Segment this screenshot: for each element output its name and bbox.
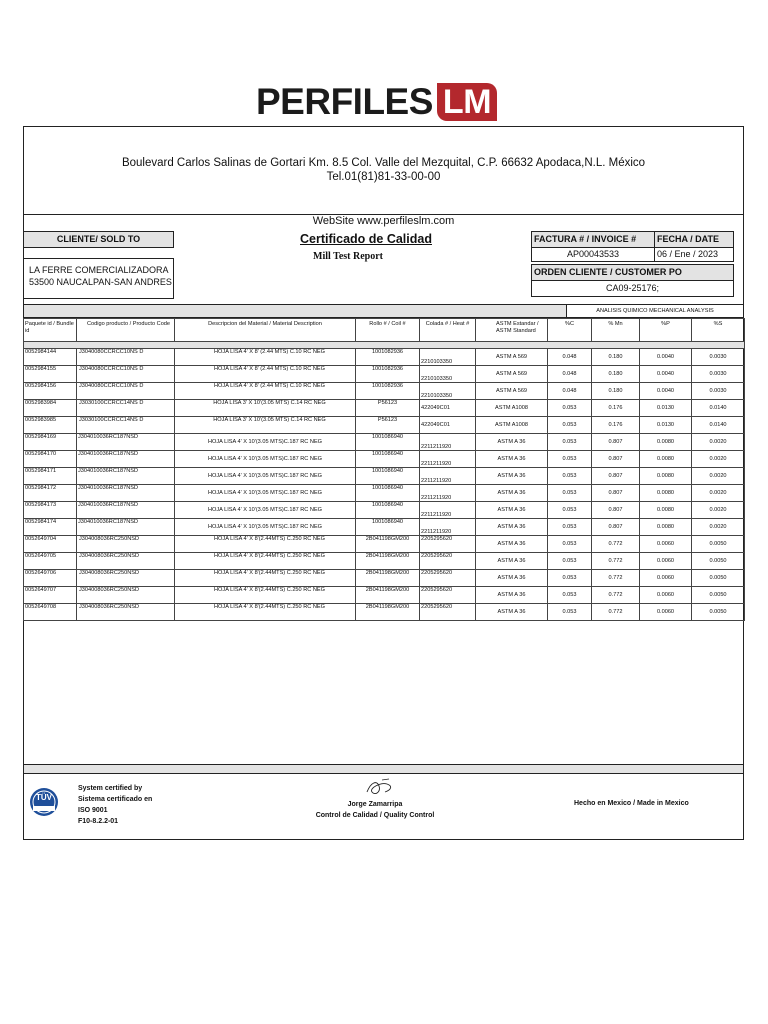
coil-cell: 1001086940 bbox=[356, 502, 420, 519]
phosphorus-cell: 0.0060 bbox=[640, 570, 692, 587]
client-box bbox=[23, 258, 174, 299]
signature-icon bbox=[363, 776, 397, 800]
heat-cell: 2210103350 bbox=[420, 349, 476, 366]
carbon-cell: 0.053 bbox=[548, 400, 592, 417]
phosphorus-cell: 0.0080 bbox=[640, 519, 692, 536]
table-row bbox=[24, 485, 745, 502]
bundle-id-cell: 0052984173 bbox=[24, 502, 77, 519]
coil-cell: 1001086940 bbox=[356, 468, 420, 485]
heat-cell: 422049C01 bbox=[420, 400, 476, 417]
sulfur-cell: 0.0140 bbox=[692, 417, 745, 434]
phosphorus-cell: 0.0080 bbox=[640, 451, 692, 468]
bundle-id-cell: 0052984174 bbox=[24, 519, 77, 536]
description-cell: HOJA LISA 4' X 8'(2.44MTS) C.250 RC NEG bbox=[175, 536, 356, 553]
company-address: Boulevard Carlos Salinas de Gortari Km. 8.5 Col. Valle del Mezquital, C.P. 66632 Apodaca,N.L. México bbox=[121, 157, 646, 169]
signer-role: Control de Calidad / Quality Control bbox=[315, 812, 435, 819]
heat-cell: 2211211920 bbox=[420, 502, 476, 519]
phosphorus-cell: 0.0060 bbox=[640, 604, 692, 621]
astm-cell: ASTM A 569 bbox=[476, 383, 548, 400]
bundle-id-cell: 0052984170 bbox=[24, 451, 77, 468]
phosphorus-cell: 0.0040 bbox=[640, 383, 692, 400]
analysis-label: ANALISIS QUIMICO MECHANICAL ANALYSIS bbox=[596, 308, 714, 314]
heat-cell: 2205295620 bbox=[420, 587, 476, 604]
description-cell: HOJA LISA 4' X 10'(3.05 MTS)C.187 RC NEG bbox=[175, 519, 356, 536]
carbon-cell: 0.053 bbox=[548, 519, 592, 536]
bundle-id-cell: 0052649708 bbox=[24, 604, 77, 621]
sulfur-cell: 0.0020 bbox=[692, 434, 745, 451]
product-code-cell: J304008036RC250NSD bbox=[77, 536, 175, 553]
astm-cell: ASTM A 36 bbox=[476, 502, 548, 519]
astm-cell: ASTM A1008 bbox=[476, 417, 548, 434]
heat-cell: 2210103350 bbox=[420, 366, 476, 383]
phosphorus-cell: 0.0040 bbox=[640, 349, 692, 366]
sulfur-cell: 0.0140 bbox=[692, 400, 745, 417]
invoice-value: AP00043533 bbox=[566, 249, 620, 259]
manganese-cell: 0.807 bbox=[592, 502, 640, 519]
table-row bbox=[24, 434, 745, 451]
manganese-cell: 0.807 bbox=[592, 468, 640, 485]
astm-cell: ASTM A 569 bbox=[476, 349, 548, 366]
carbon-cell: 0.053 bbox=[548, 502, 592, 519]
manganese-cell: 0.772 bbox=[592, 536, 640, 553]
description-cell: HOJA LISA 4' X 10'(3.05 MTS)C.187 RC NEG bbox=[175, 502, 356, 519]
astm-cell: ASTM A 36 bbox=[476, 570, 548, 587]
carbon-cell: 0.053 bbox=[548, 451, 592, 468]
col-manganese: % Mn bbox=[592, 319, 640, 342]
description-cell: HOJA LISA 4' X 10'(3.05 MTS)C.187 RC NEG bbox=[175, 434, 356, 451]
carbon-cell: 0.053 bbox=[548, 587, 592, 604]
carbon-cell: 0.048 bbox=[548, 366, 592, 383]
order-label-box bbox=[531, 264, 734, 281]
col-description: Descripcion del Material / Material Description bbox=[175, 319, 356, 342]
manganese-cell: 0.180 bbox=[592, 349, 640, 366]
description-cell: HOJA LISA 4' X 10'(3.05 MTS)C.187 RC NEG bbox=[175, 468, 356, 485]
description-cell: HOJA LISA 4' X 8'(2.44MTS) C.250 RC NEG bbox=[175, 553, 356, 570]
certificate-title: Certificado de Calidad bbox=[300, 232, 432, 246]
product-code-cell: J3040080CCRCC10NS D bbox=[77, 383, 175, 400]
table-row bbox=[24, 451, 745, 468]
manganese-cell: 0.807 bbox=[592, 434, 640, 451]
product-code-cell: J304008036RC250NSD bbox=[77, 587, 175, 604]
product-code-cell: J304010036RC187NSD bbox=[77, 451, 175, 468]
date-label: FECHA / DATE bbox=[657, 234, 719, 244]
table-row bbox=[24, 570, 745, 587]
heat-cell: 2205295620 bbox=[420, 536, 476, 553]
description-cell: HOJA LISA 4' X 8'(2.44MTS) C.250 RC NEG bbox=[175, 587, 356, 604]
astm-cell: ASTM A 36 bbox=[476, 519, 548, 536]
heat-cell: 2211211920 bbox=[420, 468, 476, 485]
client-name: LA FERRE COMERCIALIZADORA bbox=[29, 265, 169, 275]
coil-cell: 2B041198GM200 bbox=[356, 536, 420, 553]
manganese-cell: 0.807 bbox=[592, 485, 640, 502]
company-website: WebSite www.perfileslm.com bbox=[312, 215, 455, 227]
certification-line4: F10-8.2.2-01 bbox=[78, 818, 119, 825]
coil-cell: 1001082936 bbox=[356, 383, 420, 400]
bundle-id-cell: 0052984169 bbox=[24, 434, 77, 451]
table-row bbox=[24, 587, 745, 604]
signer-name: Jorge Zamarripa bbox=[347, 801, 403, 808]
carbon-cell: 0.053 bbox=[548, 434, 592, 451]
product-code-cell: J304010036RC187NSD bbox=[77, 434, 175, 451]
invoice-label: FACTURA # / INVOICE # bbox=[534, 234, 637, 244]
client-address: 53500 NAUCALPAN-SAN ANDRES bbox=[29, 277, 172, 287]
carbon-cell: 0.053 bbox=[548, 553, 592, 570]
product-code-cell: J3030100CCRCC14NS D bbox=[77, 417, 175, 434]
description-cell: HOJA LISA 4' X 8'(2.44MTS) C.250 RC NEG bbox=[175, 604, 356, 621]
heat-cell: 2210103350 bbox=[420, 383, 476, 400]
footer-band bbox=[23, 764, 744, 774]
phosphorus-cell: 0.0130 bbox=[640, 417, 692, 434]
description-cell: HOJA LISA 3' X 10'(3.05 MTS) C.14 RC NEG bbox=[175, 417, 356, 434]
analysis-label-box bbox=[566, 304, 744, 318]
coil-cell: 1001082936 bbox=[356, 366, 420, 383]
bundle-id-cell: 0052984171 bbox=[24, 468, 77, 485]
manganese-cell: 0.176 bbox=[592, 417, 640, 434]
order-value: CA09-25176; bbox=[605, 283, 660, 293]
invoice-label-box bbox=[531, 231, 655, 248]
table-row bbox=[24, 536, 745, 553]
bundle-id-cell: 0052649706 bbox=[24, 570, 77, 587]
astm-cell: ASTM A 36 bbox=[476, 451, 548, 468]
order-label: ORDEN CLIENTE / CUSTOMER PO bbox=[534, 267, 682, 277]
astm-cell: ASTM A 36 bbox=[476, 587, 548, 604]
table-spacer-row bbox=[24, 342, 745, 349]
heat-cell: 2211211920 bbox=[420, 451, 476, 468]
coil-cell: 2B041198GM200 bbox=[356, 553, 420, 570]
sulfur-cell: 0.0050 bbox=[692, 587, 745, 604]
sulfur-cell: 0.0050 bbox=[692, 536, 745, 553]
coil-cell: 2B041198GM200 bbox=[356, 604, 420, 621]
product-code-cell: J304010036RC187NSD bbox=[77, 468, 175, 485]
sulfur-cell: 0.0020 bbox=[692, 502, 745, 519]
manganese-cell: 0.772 bbox=[592, 604, 640, 621]
sulfur-cell: 0.0020 bbox=[692, 451, 745, 468]
col-heat: Colada # / Heat # bbox=[420, 319, 476, 342]
phosphorus-cell: 0.0060 bbox=[640, 536, 692, 553]
col-bundle-id: Paquete id / Bundle id bbox=[24, 319, 77, 342]
phosphorus-cell: 0.0130 bbox=[640, 400, 692, 417]
manganese-cell: 0.772 bbox=[592, 553, 640, 570]
coil-cell: 1001086940 bbox=[356, 451, 420, 468]
manganese-cell: 0.176 bbox=[592, 400, 640, 417]
bundle-id-cell: 0052649704 bbox=[24, 536, 77, 553]
bundle-id-cell: 0052984172 bbox=[24, 485, 77, 502]
carbon-cell: 0.053 bbox=[548, 468, 592, 485]
product-code-cell: J3040080CCRCC10NS D bbox=[77, 366, 175, 383]
logo-text-part2: LM bbox=[437, 83, 497, 121]
col-product-code: Codigo producto / Producto Code bbox=[77, 319, 175, 342]
sulfur-cell: 0.0030 bbox=[692, 383, 745, 400]
manganese-cell: 0.807 bbox=[592, 451, 640, 468]
date-value: 06 / Ene / 2023 bbox=[657, 249, 719, 259]
table-row bbox=[24, 502, 745, 519]
heat-cell: 2211211920 bbox=[420, 519, 476, 536]
table-header-row bbox=[24, 319, 745, 342]
product-code-cell: J304008036RC250NSD bbox=[77, 604, 175, 621]
sulfur-cell: 0.0020 bbox=[692, 485, 745, 502]
heat-cell: 2205295620 bbox=[420, 570, 476, 587]
carbon-cell: 0.048 bbox=[548, 349, 592, 366]
made-in-mexico: Hecho en Mexico / Made in Mexico bbox=[574, 800, 689, 807]
product-code-cell: J3030100CCRCC14NS D bbox=[77, 400, 175, 417]
col-coil: Rollo # / Coil # bbox=[356, 319, 420, 342]
client-label: CLIENTE/ SOLD TO bbox=[56, 234, 141, 244]
description-cell: HOJA LISA 4' X 8'(2.44MTS) C.250 RC NEG bbox=[175, 570, 356, 587]
coil-cell: P56123 bbox=[356, 400, 420, 417]
bundle-id-cell: 0052984144 bbox=[24, 349, 77, 366]
certification-line1: System certified by bbox=[78, 785, 143, 792]
client-label-box bbox=[23, 231, 174, 248]
order-value-box bbox=[531, 280, 734, 297]
table-row bbox=[24, 400, 745, 417]
phosphorus-cell: 0.0080 bbox=[640, 502, 692, 519]
bundle-id-cell: 0052649707 bbox=[24, 587, 77, 604]
certificate-subtitle: Mill Test Report bbox=[313, 251, 383, 262]
certification-line3: ISO 9001 bbox=[78, 807, 108, 814]
manganese-cell: 0.180 bbox=[592, 366, 640, 383]
manganese-cell: 0.180 bbox=[592, 383, 640, 400]
product-code-cell: J3040080CCRCC10NS D bbox=[77, 349, 175, 366]
sulfur-cell: 0.0050 bbox=[692, 604, 745, 621]
col-phosphorus: %P bbox=[640, 319, 692, 342]
invoice-value-box bbox=[531, 247, 655, 262]
phosphorus-cell: 0.0040 bbox=[640, 366, 692, 383]
logo-text-part1: PERFILES bbox=[256, 81, 433, 122]
bundle-id-cell: 0052983985 bbox=[24, 417, 77, 434]
heat-cell: 422049C01 bbox=[420, 417, 476, 434]
phosphorus-cell: 0.0080 bbox=[640, 468, 692, 485]
product-code-cell: J304010036RC187NSD bbox=[77, 519, 175, 536]
phosphorus-cell: 0.0060 bbox=[640, 553, 692, 570]
carbon-cell: 0.053 bbox=[548, 417, 592, 434]
col-sulfur: %S bbox=[692, 319, 745, 342]
bundle-id-cell: 0052649705 bbox=[24, 553, 77, 570]
table-row bbox=[24, 519, 745, 536]
product-code-cell: J304008036RC250NSD bbox=[77, 553, 175, 570]
date-value-box bbox=[654, 247, 734, 262]
certification-line2: Sistema certificado en bbox=[78, 796, 153, 803]
table-row bbox=[24, 604, 745, 621]
mill-test-table bbox=[23, 318, 745, 621]
coil-cell: 2B041198GM200 bbox=[356, 587, 420, 604]
heat-cell: 2205295620 bbox=[420, 553, 476, 570]
astm-cell: ASTM A1008 bbox=[476, 400, 548, 417]
sulfur-cell: 0.0030 bbox=[692, 349, 745, 366]
coil-cell: 2B041198GM200 bbox=[356, 570, 420, 587]
description-cell: HOJA LISA 4' X 8' (2.44 MTS) C.10 RC NEG bbox=[175, 366, 356, 383]
certification-block bbox=[78, 783, 152, 827]
astm-cell: ASTM A 36 bbox=[476, 604, 548, 621]
description-cell: HOJA LISA 3' X 10'(3.05 MTS) C.14 RC NEG bbox=[175, 400, 356, 417]
bundle-id-cell: 0052983984 bbox=[24, 400, 77, 417]
heat-cell: 2211211920 bbox=[420, 434, 476, 451]
bundle-id-cell: 0052984155 bbox=[24, 366, 77, 383]
table-top-band bbox=[23, 304, 567, 318]
company-logo bbox=[256, 82, 497, 122]
tuv-badge-text: TÜV bbox=[36, 793, 52, 802]
table-row bbox=[24, 417, 745, 434]
astm-cell: ASTM A 36 bbox=[476, 553, 548, 570]
sulfur-cell: 0.0020 bbox=[692, 519, 745, 536]
table-row bbox=[24, 349, 745, 366]
table-row bbox=[24, 383, 745, 400]
company-phone: Tel.01(81)81-33-00-00 bbox=[326, 171, 441, 183]
description-cell: HOJA LISA 4' X 8' (2.44 MTS) C.10 RC NEG bbox=[175, 383, 356, 400]
astm-cell: ASTM A 36 bbox=[476, 485, 548, 502]
date-label-box bbox=[654, 231, 734, 248]
heat-cell: 2211211920 bbox=[420, 485, 476, 502]
coil-cell: 1001086940 bbox=[356, 434, 420, 451]
phosphorus-cell: 0.0080 bbox=[640, 434, 692, 451]
carbon-cell: 0.053 bbox=[548, 485, 592, 502]
carbon-cell: 0.053 bbox=[548, 536, 592, 553]
sulfur-cell: 0.0050 bbox=[692, 570, 745, 587]
coil-cell: P56123 bbox=[356, 417, 420, 434]
coil-cell: 1001086940 bbox=[356, 485, 420, 502]
tuv-badge-icon bbox=[26, 786, 62, 818]
sulfur-cell: 0.0030 bbox=[692, 366, 745, 383]
table-row bbox=[24, 468, 745, 485]
signature-block bbox=[260, 799, 490, 821]
heat-cell: 2205295620 bbox=[420, 604, 476, 621]
astm-cell: ASTM A 36 bbox=[476, 468, 548, 485]
table-row bbox=[24, 366, 745, 383]
manganese-cell: 0.807 bbox=[592, 519, 640, 536]
description-cell: HOJA LISA 4' X 10'(3.05 MTS)C.187 RC NEG bbox=[175, 451, 356, 468]
coil-cell: 1001082936 bbox=[356, 349, 420, 366]
astm-cell: ASTM A 36 bbox=[476, 536, 548, 553]
product-code-cell: J304008036RC250NSD bbox=[77, 570, 175, 587]
table-body bbox=[24, 342, 745, 621]
manganese-cell: 0.772 bbox=[592, 587, 640, 604]
col-astm: ASTM Estandar / ASTM Standard bbox=[476, 319, 548, 342]
carbon-cell: 0.048 bbox=[548, 383, 592, 400]
coil-cell: 1001086940 bbox=[356, 519, 420, 536]
astm-cell: ASTM A 36 bbox=[476, 434, 548, 451]
manganese-cell: 0.772 bbox=[592, 570, 640, 587]
carbon-cell: 0.053 bbox=[548, 570, 592, 587]
phosphorus-cell: 0.0080 bbox=[640, 485, 692, 502]
sulfur-cell: 0.0020 bbox=[692, 468, 745, 485]
product-code-cell: J304010036RC187NSD bbox=[77, 485, 175, 502]
bundle-id-cell: 0052984156 bbox=[24, 383, 77, 400]
carbon-cell: 0.053 bbox=[548, 604, 592, 621]
astm-cell: ASTM A 569 bbox=[476, 366, 548, 383]
description-cell: HOJA LISA 4' X 10'(3.05 MTS)C.187 RC NEG bbox=[175, 485, 356, 502]
description-cell: HOJA LISA 4' X 8' (2.44 MTS) C.10 RC NEG bbox=[175, 349, 356, 366]
col-carbon: %C bbox=[548, 319, 592, 342]
sulfur-cell: 0.0050 bbox=[692, 553, 745, 570]
product-code-cell: J304010036RC187NSD bbox=[77, 502, 175, 519]
phosphorus-cell: 0.0060 bbox=[640, 587, 692, 604]
table-row bbox=[24, 553, 745, 570]
